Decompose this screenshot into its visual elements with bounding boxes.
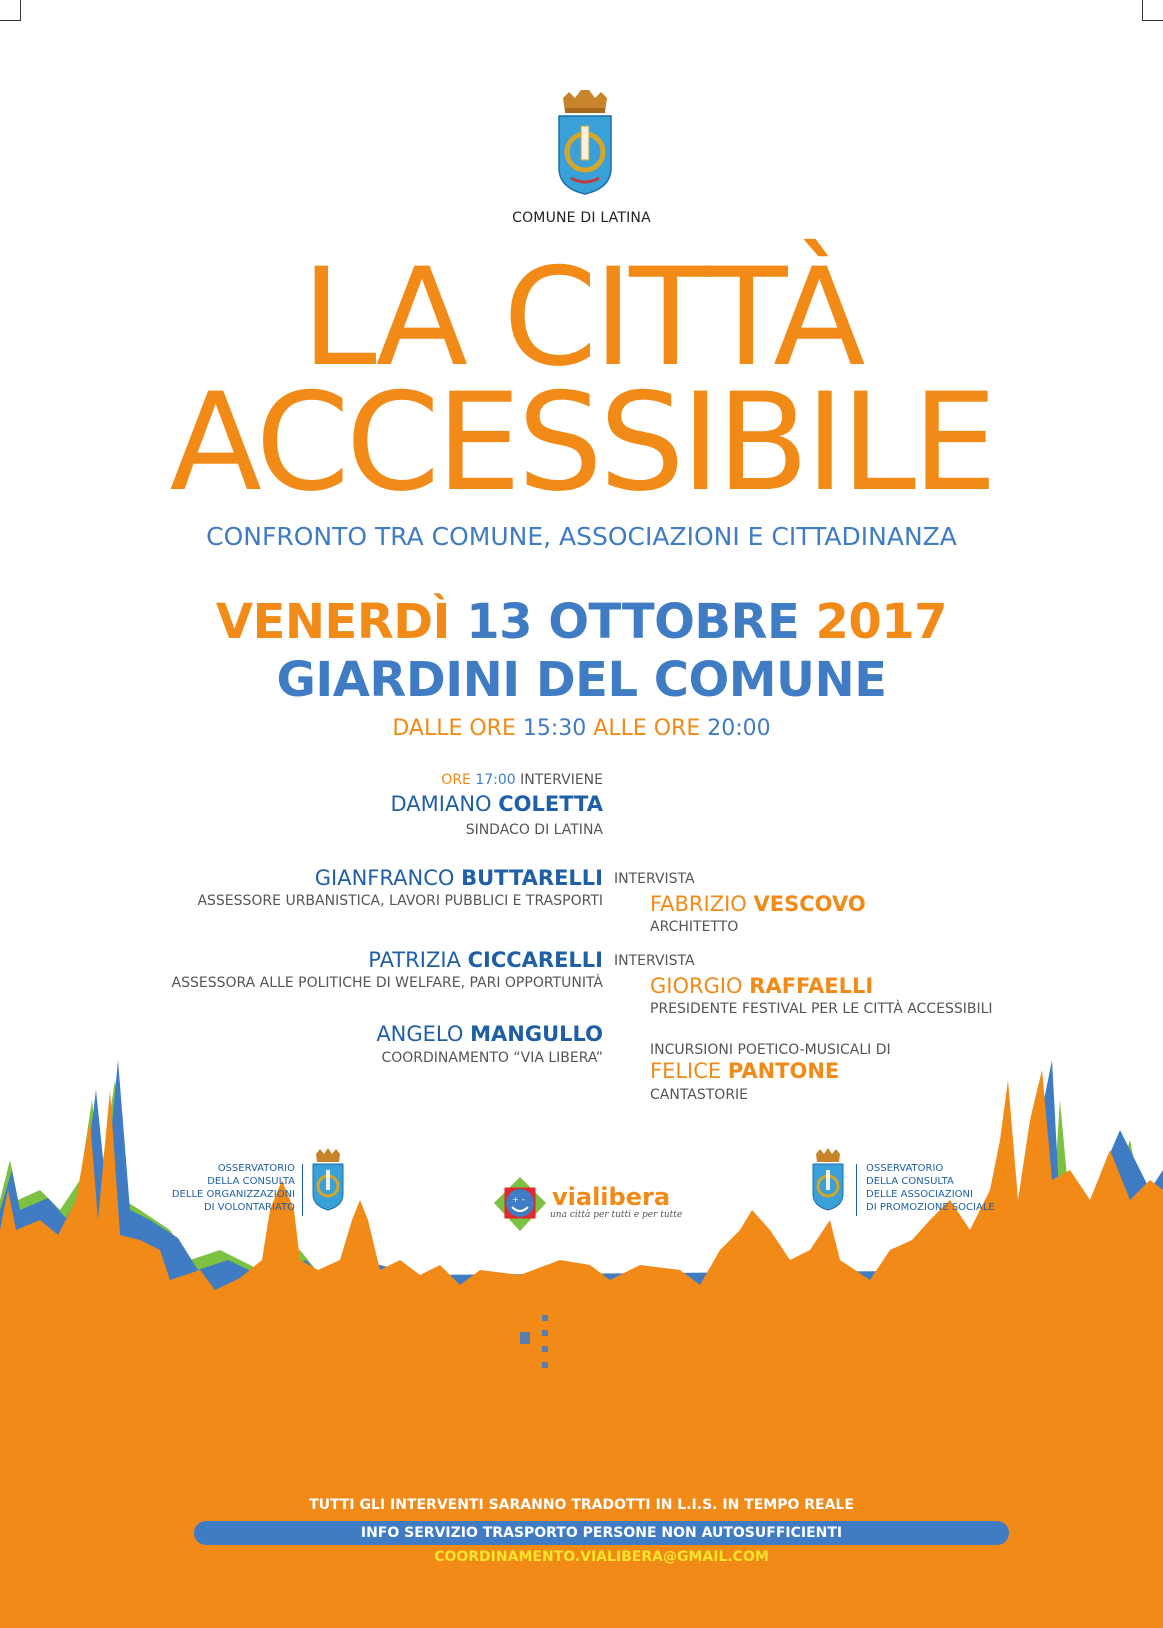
logo-left-line: OSSERVATORIO (217, 1163, 295, 1174)
time-suffix: INTERVIENE (520, 772, 603, 788)
vialibera-tagline: una città per tutti e per tutte (550, 1210, 683, 1220)
event-year: 2017 (815, 594, 948, 650)
guest-1-first: FABRIZIO (650, 892, 747, 916)
lis-notice: TUTTI GLI INTERVENTI SARANNO TRADOTTI IN L.I.S. IN TEMPO REALE (309, 1497, 854, 1513)
event-date (0, 594, 1163, 650)
guest-2-role: PRESIDENTE FESTIVAL PER LE CITTÀ ACCESSIBILI (650, 1001, 993, 1017)
incursions-label: INCURSIONI POETICO-MUSICALI DI (650, 1042, 891, 1058)
logo-right-line: OSSERVATORIO (866, 1163, 944, 1174)
comune-label: COMUNE DI LATINA (512, 210, 651, 226)
speaker-1-name (390, 792, 603, 816)
speaker-3-first: PATRIZIA (368, 948, 461, 972)
consulta-crest-icon (810, 1148, 846, 1212)
svg-text:+: + (512, 1195, 519, 1204)
logo-right-line: DELLA CONSULTA (866, 1176, 954, 1187)
transport-info-text: INFO SERVIZIO TRASPORTO PERSONE NON AUTOSUFFICIENTI (360, 1525, 843, 1541)
guest-2-name (650, 974, 873, 998)
guest-2-first: GIORGIO (650, 974, 743, 998)
speaker-2-name (315, 866, 603, 890)
speaker-3-name (368, 948, 603, 972)
program-time (441, 772, 603, 788)
interview-label-1: INTERVISTA (614, 871, 695, 887)
crop-mark (1142, 0, 1163, 21)
subtitle: CONFRONTO TRA COMUNE, ASSOCIAZIONI E CITTADINANZA (206, 522, 957, 551)
guest-1-role: ARCHITETTO (650, 919, 739, 935)
speaker-1-first: DAMIANO (390, 792, 492, 816)
consulta-crest-icon (310, 1148, 346, 1212)
hours-prefix: DALLE ORE (392, 716, 516, 741)
crop-mark (0, 0, 21, 21)
vialibera-name: vialibera (552, 1183, 671, 1211)
hours-mid: ALLE ORE (593, 716, 701, 741)
comune-crest-icon (555, 90, 615, 198)
speaker-4-name (376, 1022, 603, 1046)
logo-right-line: DI PROMOZIONE SOCIALE (866, 1202, 995, 1213)
speaker-1-last: COLETTA (498, 792, 603, 816)
logo-volontariato-text (170, 1162, 295, 1214)
speaker-1-role: SINDACO DI LATINA (465, 822, 603, 838)
guest-3-last: PANTONE (727, 1059, 840, 1083)
speaker-4-last: MANGULLO (470, 1022, 603, 1046)
interview-label-2: INTERVISTA (614, 953, 695, 969)
speaker-2-first: GIANFRANCO (314, 866, 455, 890)
title-line-1: LA CITTÀ (301, 239, 862, 396)
speaker-2-last: BUTTARELLI (461, 866, 603, 890)
hours-start: 15:30 (522, 716, 587, 741)
logo-left-line: DELLE ORGANIZZAZIONI (171, 1189, 295, 1200)
guest-1-name (650, 892, 866, 916)
time-value: 17:00 (475, 772, 516, 788)
transport-info-bar (194, 1521, 1009, 1565)
svg-text:-: - (522, 1195, 525, 1204)
logo-divider (302, 1164, 303, 1216)
event-venue: GIARDINI DEL COMUNE (276, 652, 887, 708)
event-date-day-month: 13 OTTOBRE (466, 594, 800, 650)
event-day: VENERDÌ (215, 594, 450, 650)
guest-1-last: VESCOVO (753, 892, 866, 916)
guest-3-first: FELICE (650, 1059, 722, 1083)
event-hours (0, 716, 1163, 741)
logo-divider (856, 1164, 857, 1216)
speaker-4-role: COORDINAMENTO “VIA LIBERA” (381, 1050, 603, 1066)
guest-2-last: RAFFAELLI (749, 974, 874, 998)
logo-right-line: DELLE ASSOCIAZIONI (866, 1189, 973, 1200)
logo-left-line: DI VOLONTARIATO (203, 1202, 295, 1213)
logo-promozione-sociale-text (866, 1162, 1016, 1214)
speaker-3-role: ASSESSORA ALLE POLITICHE DI WELFARE, PARI OPPORTUNITÀ (171, 975, 603, 991)
speaker-3-last: CICCARELLI (467, 948, 603, 972)
speaker-2-role: ASSESSORE URBANISTICA, LAVORI PUBBLICI E TRASPORTI (197, 893, 603, 909)
guest-3-role: CANTASTORIE (650, 1087, 749, 1103)
speaker-4-first: ANGELO (376, 1022, 464, 1046)
hours-end: 20:00 (707, 716, 771, 741)
title-line-2: ACCESSIBILE (169, 364, 994, 521)
logo-left-line: DELLA CONSULTA (207, 1176, 295, 1187)
time-prefix: ORE (441, 772, 471, 788)
contact-email-link[interactable]: COORDINAMENTO.VIALIBERA@GMAIL.COM (434, 1549, 769, 1565)
